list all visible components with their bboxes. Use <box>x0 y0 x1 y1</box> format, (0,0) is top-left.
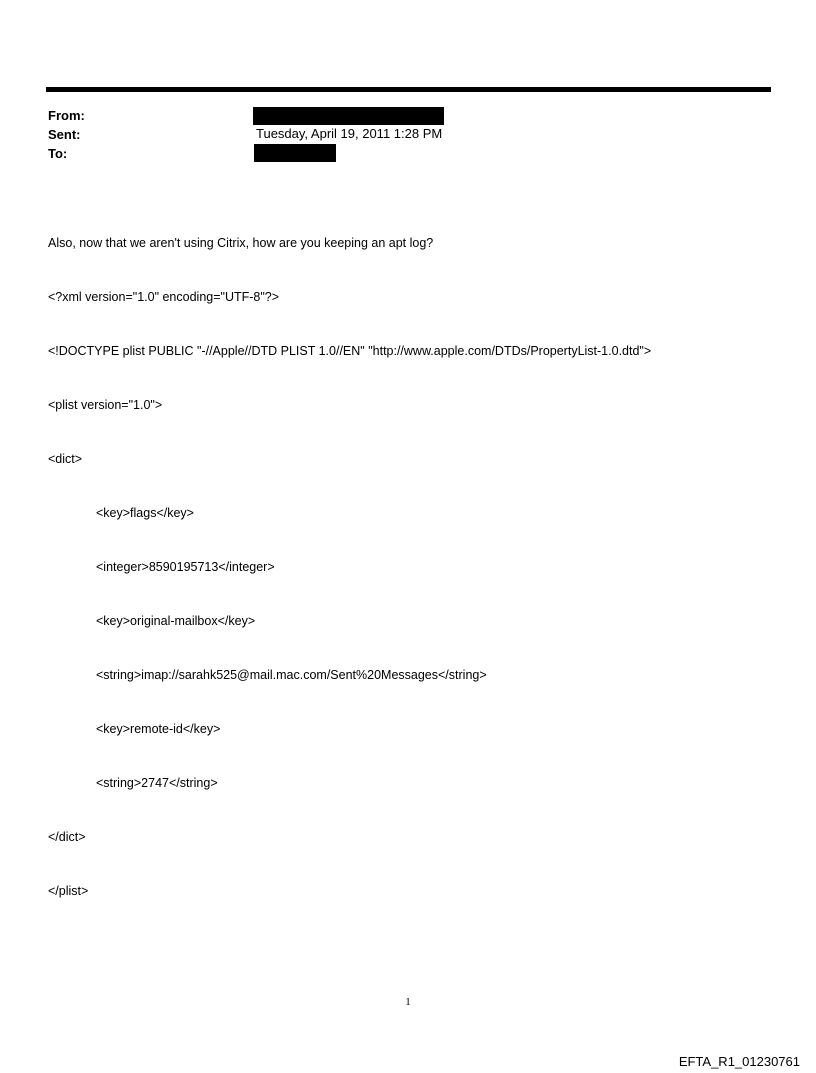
document-id: EFTA_R1_01230761 <box>678 1054 800 1069</box>
body-line: <key>flags</key> <box>96 506 194 520</box>
body-line: <?xml version="1.0" encoding="UTF-8"?> <box>48 290 280 304</box>
body-line: <string>2747</string> <box>96 776 218 790</box>
body-line: Also, now that we aren't using Citrix, how are you keeping an apt log? <box>48 236 434 250</box>
header-rule <box>46 87 771 92</box>
body-line: </dict> <box>48 830 86 844</box>
body-line: <string>imap://sarahk525@mail.mac.com/Sent%20Messages</string> <box>96 668 487 682</box>
body-line: <key>remote-id</key> <box>96 722 221 736</box>
body-line: </plist> <box>48 884 89 898</box>
page-number: 1 <box>405 996 411 1008</box>
from-label: From: <box>48 108 85 123</box>
body-line: <plist version="1.0"> <box>48 398 163 412</box>
body-line: <!DOCTYPE plist PUBLIC "-//Apple//DTD PLIST 1.0//EN" "http://www.apple.com/DTDs/PropertyList-1.0.dtd"> <box>48 344 652 358</box>
from-redaction <box>253 107 444 125</box>
to-label: To: <box>48 146 68 161</box>
to-redaction <box>254 144 336 162</box>
sent-value: Tuesday, April 19, 2011 1:28 PM <box>256 126 443 141</box>
body-line: <key>original-mailbox</key> <box>96 614 256 628</box>
email-body <box>48 198 651 918</box>
sent-label: Sent: <box>48 127 81 142</box>
body-line: <integer>8590195713</integer> <box>96 560 275 574</box>
body-line: <dict> <box>48 452 83 466</box>
